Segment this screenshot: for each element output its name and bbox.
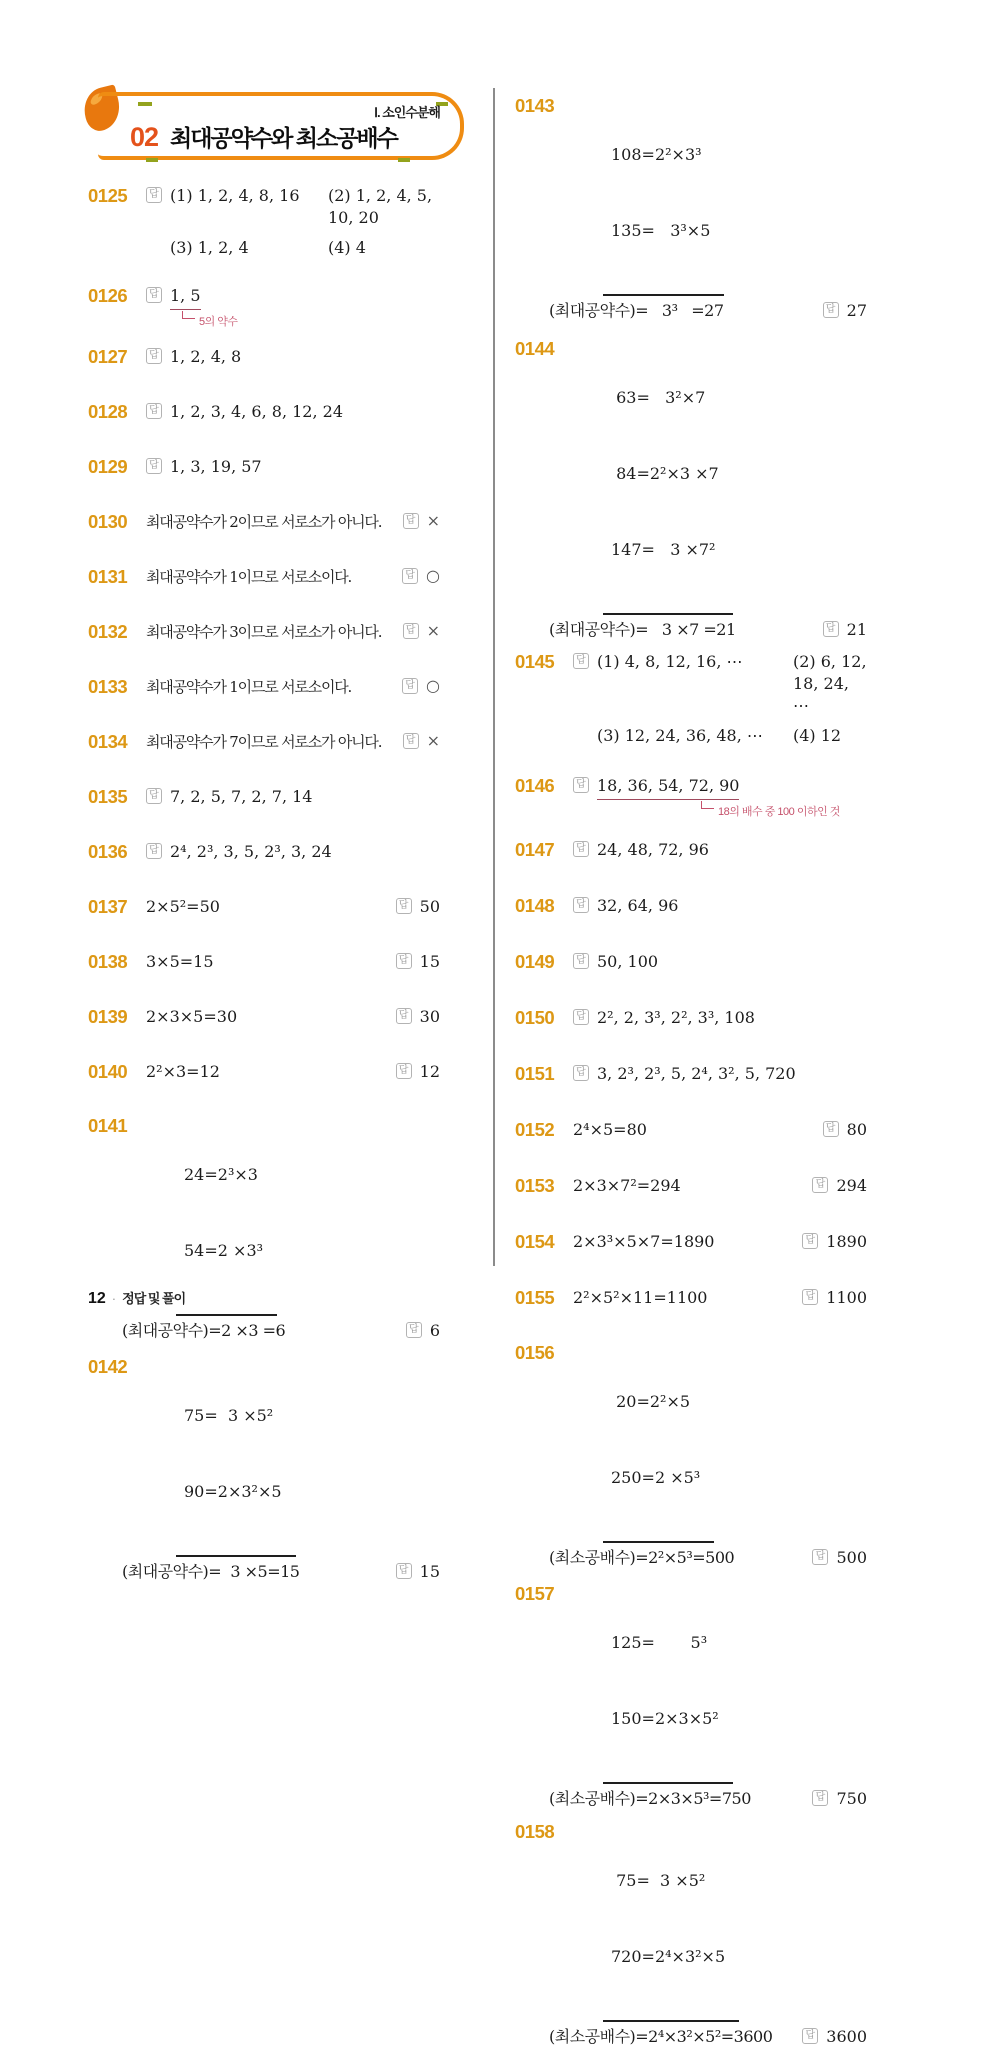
answer-badge-icon: 답 (403, 733, 419, 749)
answer-value: 80 (846, 1120, 867, 1139)
problem-number: 0152 (515, 1119, 555, 1140)
mark: × (426, 511, 440, 530)
factorization-lines (176, 1115, 277, 1316)
problem-number: 0142 (88, 1356, 128, 1377)
problem-number: 0134 (88, 731, 128, 752)
work-line: 147= 3 ×7² (611, 540, 716, 559)
work-line: 720=2⁴×3²×5 (611, 1947, 726, 1966)
explanation: 최대공약수가 2이므로 서로소가 아니다. (146, 513, 382, 531)
problem-number: 0156 (515, 1342, 555, 1363)
problem-0148 (515, 895, 867, 917)
problem-0139 (88, 1006, 440, 1028)
problem-0153 (515, 1175, 867, 1197)
explanation: 최대공약수가 3이므로 서로소가 아니다. (146, 623, 382, 641)
problem-number: 0144 (515, 338, 555, 359)
problem-number: 0139 (88, 1006, 128, 1027)
problem-number: 0147 (515, 839, 555, 860)
footer-label: 정답 및 풀이 (122, 1291, 186, 1306)
factorization-lines (603, 95, 724, 296)
answer-value: 500 (836, 1548, 867, 1567)
mark: × (426, 621, 440, 640)
work-expression: 2×3×5=30 (146, 1007, 238, 1026)
answer-value: 12 (419, 1062, 440, 1081)
note-connector-icon (182, 311, 195, 319)
unit-tag: Ⅰ. 소인수분해 (374, 105, 440, 120)
work-expression: 2×3×7²=294 (573, 1176, 681, 1195)
explanation: 최대공약수가 1이므로 서로소이다. (146, 568, 352, 586)
problem-0152 (515, 1119, 867, 1141)
answer-text: (3) 1, 2, 4 (170, 238, 249, 257)
factorization-lines (603, 1342, 714, 1543)
answer-badge-icon: 답 (573, 897, 589, 913)
answer-badge-icon: 답 (402, 568, 418, 584)
problem-0154 (515, 1231, 867, 1253)
problem-number: 0135 (88, 786, 128, 807)
mark: × (426, 731, 440, 750)
problem-0158 (515, 1821, 867, 2048)
answer-badge-icon: 답 (802, 2028, 818, 2044)
answer-badge-icon: 답 (573, 653, 589, 669)
answer-text: (4) 4 (328, 238, 366, 257)
result: (최대공약수)=2 ×3 =6 (122, 1321, 286, 1340)
answer-badge-icon: 답 (823, 302, 839, 318)
work-line: 75= 3 ×5² (611, 1871, 706, 1890)
answer-value: 50 (419, 897, 440, 916)
problem-number: 0157 (515, 1583, 555, 1604)
problem-0157 (515, 1583, 867, 1810)
problem-number: 0150 (515, 1007, 555, 1028)
work-line: 135= 3³×5 (611, 221, 711, 240)
problem-0135 (88, 786, 440, 808)
answer-value: 1890 (826, 1232, 867, 1251)
chapter-header (84, 86, 476, 164)
result: (최소공배수)=2⁴×3²×5²=3600 (549, 2027, 773, 2046)
work-line: 150=2×3×5² (611, 1709, 719, 1728)
answer-badge-icon: 답 (146, 843, 162, 859)
answer-value: 3600 (826, 2027, 867, 2046)
chapter-number: 02 (130, 122, 159, 152)
work-line: 90=2×3²×5 (184, 1482, 282, 1501)
problem-0138 (88, 951, 440, 973)
problem-0136 (88, 841, 440, 863)
work-expression: 2×3³×5×7=1890 (573, 1232, 715, 1251)
problem-number: 0137 (88, 896, 128, 917)
answer-badge-icon: 답 (573, 841, 589, 857)
problem-0144 (515, 338, 867, 641)
left-column (88, 185, 440, 1583)
problem-0130 (88, 511, 440, 533)
answer-text: 50, 100 (597, 952, 659, 971)
answer-badge-icon: 답 (573, 953, 589, 969)
factorization-lines (603, 338, 733, 615)
answer-text: 1, 2, 3, 4, 6, 8, 12, 24 (170, 402, 343, 421)
work-line: 20=2²×5 (611, 1392, 691, 1411)
answer-text: (2) 6, 12, 18, 24, ⋯ (793, 652, 867, 715)
factorization-lines (176, 1356, 296, 1557)
answer-value: 750 (836, 1789, 867, 1808)
result: (최소공배수)=2²×5³=500 (549, 1548, 735, 1567)
answer-value: 15 (419, 952, 440, 971)
problem-number: 0129 (88, 456, 128, 477)
answer-text: 32, 64, 96 (597, 896, 679, 915)
answer-value: 6 (429, 1321, 440, 1340)
answer-text: 1, 2, 4, 8 (170, 347, 242, 366)
answer-badge-icon: 답 (146, 403, 162, 419)
problem-0156 (515, 1342, 867, 1569)
answer-badge-icon: 답 (812, 1549, 828, 1565)
problem-number: 0126 (88, 285, 128, 306)
answer-badge-icon: 답 (573, 777, 589, 793)
problem-number: 0130 (88, 511, 128, 532)
problem-0150 (515, 1007, 867, 1029)
answer-text: (3) 12, 24, 36, 48, ⋯ (597, 726, 763, 745)
problem-0134 (88, 731, 440, 753)
note: 18의 배수 중 100 이하인 것 (718, 806, 840, 818)
problem-number: 0125 (88, 185, 128, 206)
problem-number: 0153 (515, 1175, 555, 1196)
answer-value: 27 (846, 301, 867, 320)
mark: ○ (426, 566, 440, 585)
green-accent (146, 158, 158, 162)
explanation: 최대공약수가 7이므로 서로소가 아니다. (146, 733, 382, 751)
problem-number: 0148 (515, 895, 555, 916)
answer-badge-icon: 답 (406, 1322, 422, 1338)
problem-number: 0136 (88, 841, 128, 862)
problem-0149 (515, 951, 867, 973)
problem-0132 (88, 621, 440, 643)
problem-0147 (515, 839, 867, 861)
problem-0143 (515, 95, 867, 322)
problem-number: 0143 (515, 95, 555, 116)
work-expression: 2⁴×5=80 (573, 1120, 647, 1139)
answer-badge-icon: 답 (812, 1177, 828, 1193)
green-accent (138, 102, 152, 106)
problem-0151 (515, 1063, 867, 1085)
answer-text: 24, 48, 72, 96 (597, 840, 709, 859)
answer-text: 18, 36, 54, 72, 90 (597, 775, 739, 800)
problem-number: 0128 (88, 401, 128, 422)
problem-number: 0146 (515, 775, 555, 796)
column-divider (493, 88, 495, 1266)
answer-badge-icon: 답 (402, 678, 418, 694)
answer-text: 1, 3, 19, 57 (170, 457, 262, 476)
answer-badge-icon: 답 (573, 1009, 589, 1025)
note-connector-icon (701, 801, 714, 809)
answer-badge-icon: 답 (146, 788, 162, 804)
answer-badge-icon: 답 (823, 1121, 839, 1137)
answer-text: (1) 1, 2, 4, 8, 16 (170, 186, 300, 205)
chapter-title-box (98, 92, 464, 160)
answer-badge-icon: 답 (403, 513, 419, 529)
work-expression: 2²×3=12 (146, 1062, 220, 1081)
answer-badge-icon: 답 (146, 187, 162, 203)
answer-text: 2², 2, 3³, 2², 3³, 108 (597, 1008, 755, 1027)
factorization-lines (603, 1821, 739, 2022)
work-expression: 2×5²=50 (146, 897, 220, 916)
problem-number: 0133 (88, 676, 128, 697)
answer-badge-icon: 답 (823, 621, 839, 637)
result: (최대공약수)= 3 ×5=15 (122, 1562, 300, 1581)
mark: ○ (426, 676, 440, 695)
problem-0133 (88, 676, 440, 698)
factorization-lines (603, 1583, 733, 1784)
problem-number: 0131 (88, 566, 128, 587)
work-line: 63= 3²×7 (611, 388, 706, 407)
problem-number: 0127 (88, 346, 128, 367)
problem-0155 (515, 1287, 867, 1309)
problem-number: 0158 (515, 1821, 555, 1842)
answer-text: 1, 5 (170, 285, 201, 310)
chapter-title: 최대공약수와 최소공배수 (170, 125, 397, 151)
work-line: 54=2 ×3³ (184, 1241, 264, 1260)
answer-badge-icon: 답 (396, 898, 412, 914)
problem-0140 (88, 1061, 440, 1083)
problem-0146 (515, 775, 867, 823)
work-expression: 3×5=15 (146, 952, 214, 971)
answer-text: (1) 4, 8, 12, 16, ⋯ (597, 652, 743, 671)
problem-number: 0132 (88, 621, 128, 642)
answer-badge-icon: 답 (573, 1065, 589, 1081)
problem-number: 0151 (515, 1063, 555, 1084)
work-line: 250=2 ×5³ (611, 1468, 701, 1487)
explanation: 최대공약수가 1이므로 서로소이다. (146, 678, 352, 696)
problem-number: 0145 (515, 651, 555, 672)
answer-badge-icon: 답 (146, 287, 162, 303)
problem-0129 (88, 456, 440, 478)
answer-text: 7, 2, 5, 7, 2, 7, 14 (170, 787, 313, 806)
answer-badge-icon: 답 (146, 348, 162, 364)
note: 5의 약수 (199, 316, 238, 328)
problem-0125 (88, 185, 440, 259)
work-line: 24=2³×3 (184, 1165, 258, 1184)
answer-value: 21 (846, 620, 867, 639)
problem-number: 0141 (88, 1115, 128, 1136)
problem-0145 (515, 651, 867, 747)
answer-badge-icon: 답 (802, 1233, 818, 1249)
answer-badge-icon: 답 (396, 1008, 412, 1024)
answer-value: 1100 (826, 1288, 867, 1307)
green-accent (398, 158, 410, 162)
answer-badge-icon: 답 (146, 458, 162, 474)
answer-text: (4) 12 (793, 726, 842, 745)
problem-number: 0140 (88, 1061, 128, 1082)
work-line: 108=2²×3³ (611, 145, 702, 164)
problem-0131 (88, 566, 440, 588)
problem-0128 (88, 401, 440, 423)
answer-value: 15 (419, 1562, 440, 1581)
work-line: 75= 3 ×5² (184, 1406, 274, 1425)
result: (최소공배수)=2×3×5³=750 (549, 1789, 751, 1808)
footer-separator: · (111, 1291, 117, 1306)
answer-badge-icon: 답 (812, 1790, 828, 1806)
answer-badge-icon: 답 (802, 1289, 818, 1305)
problem-0126 (88, 285, 440, 333)
answer-text: 2⁴, 2³, 3, 5, 2³, 3, 24 (170, 842, 332, 861)
answer-value: 30 (419, 1007, 440, 1026)
result: (최대공약수)= 3³ =27 (549, 301, 724, 320)
answer-text: 3, 2³, 2³, 5, 2⁴, 3², 5, 720 (597, 1064, 796, 1083)
answer-text: (2) 1, 2, 4, 5, 10, 20 (328, 186, 433, 227)
work-line: 125= 5³ (611, 1633, 708, 1652)
answer-badge-icon: 답 (396, 1563, 412, 1579)
right-column (515, 95, 867, 2048)
problem-0142 (88, 1356, 440, 1583)
result: (최대공약수)= 3 ×7 =21 (549, 620, 736, 639)
problem-number: 0138 (88, 951, 128, 972)
answer-badge-icon: 답 (396, 953, 412, 969)
problem-0137 (88, 896, 440, 918)
problem-0127 (88, 346, 440, 368)
problem-number: 0154 (515, 1231, 555, 1252)
answer-badge-icon: 답 (396, 1063, 412, 1079)
work-line: 84=2²×3 ×7 (611, 464, 719, 483)
answer-value: 294 (836, 1176, 867, 1195)
problem-number: 0149 (515, 951, 555, 972)
problem-number: 0155 (515, 1287, 555, 1308)
work-expression: 2²×5²×11=1100 (573, 1288, 708, 1307)
answer-badge-icon: 답 (403, 623, 419, 639)
page-number: 12 (88, 1290, 106, 1307)
page-footer (88, 1288, 185, 1308)
